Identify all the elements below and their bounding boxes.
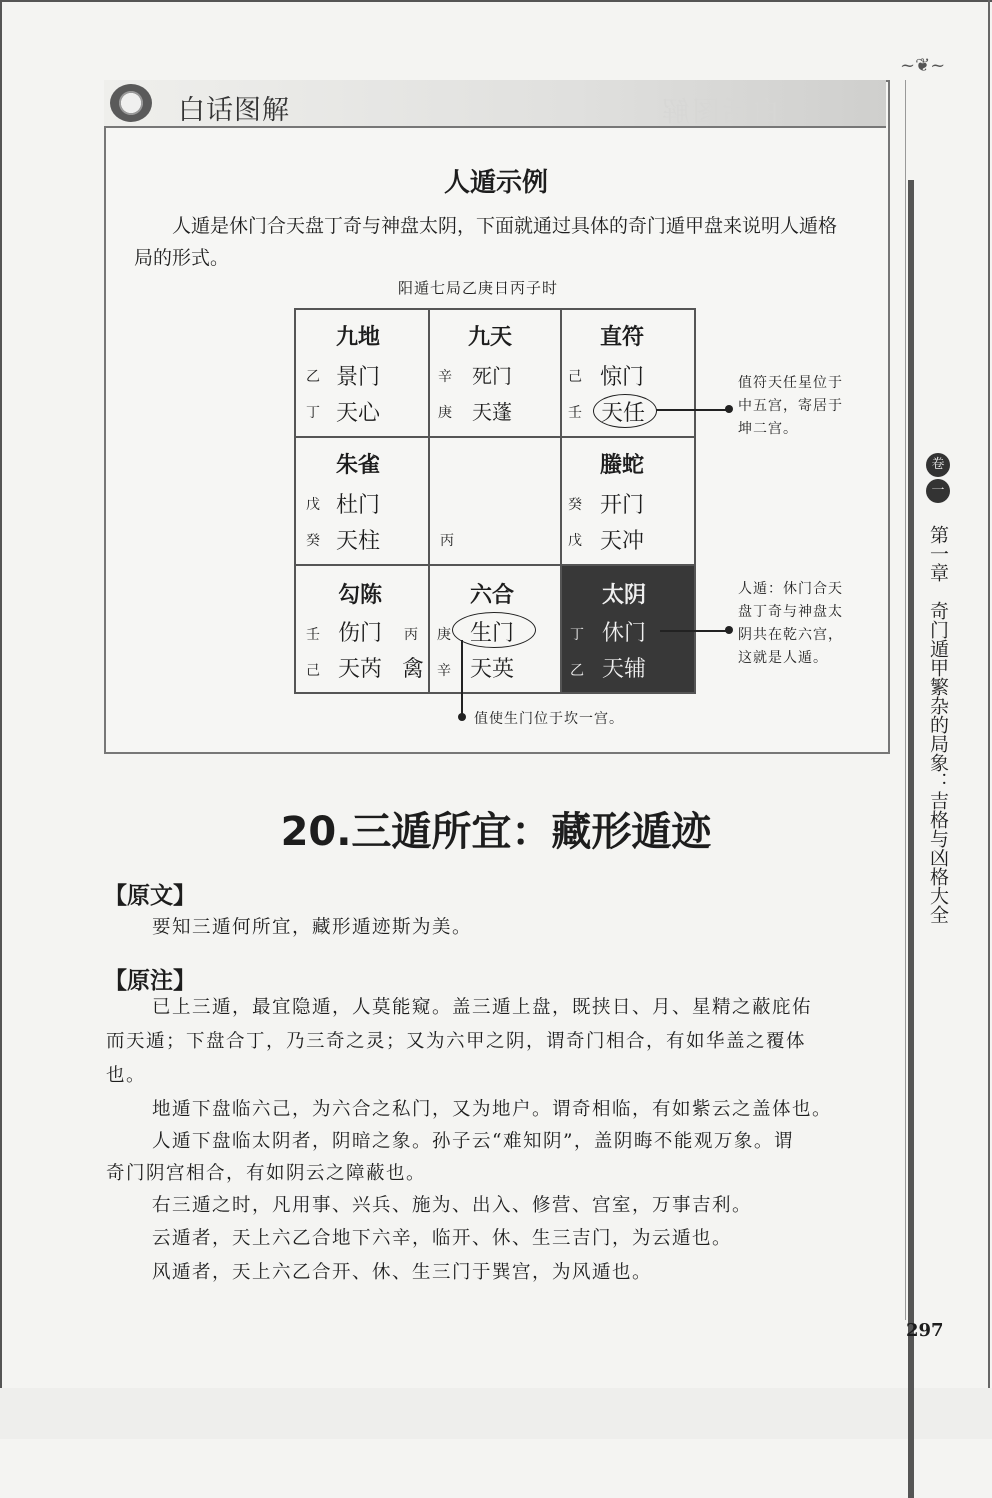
grid-line	[560, 308, 562, 694]
box-header-watermark: 白话图解	[660, 95, 781, 128]
original-text: 要知三遁何所宜，藏形遁迹斯为美。	[152, 917, 473, 938]
page-border	[0, 0, 992, 2]
cell-stem: 辛	[437, 663, 451, 679]
cell-stem: 丙	[440, 533, 454, 549]
section-title: 20.三遁所宜：藏形遁迹	[280, 809, 712, 855]
cell-stem: 己	[306, 663, 320, 679]
note-line: 中五宫，寄居于	[738, 398, 843, 414]
cell-star: 天任	[601, 401, 646, 426]
note-top	[738, 372, 843, 441]
grid-line	[294, 564, 694, 566]
note-line: 已上三遁，最宜隐遁，人莫能窥。盖三遁上盘，既挟日、月、星精之蔽庇佑	[152, 997, 813, 1018]
cell-stem: 辛	[438, 369, 452, 385]
note-line: 人遁：休门合天	[738, 581, 843, 597]
cell-door: 死门	[472, 364, 512, 388]
callout-dot-icon	[458, 713, 466, 721]
cell-door: 景门	[336, 365, 381, 390]
heading-notes: 【原注】	[104, 968, 196, 994]
heading-original: 【原文】	[104, 883, 196, 909]
callout-line	[656, 409, 728, 411]
note-line: 风遁者，天上六乙合开、休、生三门于巽宫，为风遁也。	[152, 1262, 653, 1283]
cell-door: 开门	[600, 493, 645, 518]
diagram-caption: 阳遁七局乙庚日丙子时	[398, 279, 559, 297]
cell-stem: 乙	[570, 663, 584, 679]
cell-god: 直符	[600, 325, 645, 350]
grid-line	[294, 436, 694, 438]
note-mid	[738, 578, 843, 670]
cell-star: 天英	[470, 657, 515, 682]
callout-line	[461, 640, 463, 716]
note-line: 而天遁；下盘合丁，乃三奇之灵；又为六甲之阴，谓奇门相合，有如华盖之覆体	[106, 1031, 807, 1052]
cell-door: 休门	[602, 621, 647, 646]
cell-stem: 丁	[306, 405, 320, 421]
logo-icon	[110, 84, 152, 122]
cell-stem: 壬	[306, 627, 320, 643]
cell-stem: 庚	[438, 405, 452, 421]
cell-stem: 癸	[306, 533, 320, 549]
note-line: 坤二宫。	[738, 421, 798, 437]
cell-star: 天辅	[602, 657, 647, 682]
note-line: 阴共在乾六宫，	[738, 627, 843, 643]
cell-stem: 戊	[568, 533, 582, 549]
cell-stem: 癸	[568, 497, 582, 513]
cell-god: 六合	[470, 583, 515, 608]
cell-star: 天柱	[336, 529, 381, 554]
cell-stem: 丙	[404, 627, 418, 643]
cell-stem: 壬	[568, 405, 582, 421]
cell-god: 螣蛇	[600, 453, 645, 478]
cell-stem: 丁	[570, 627, 584, 643]
note-line: 奇门阴宫相合，有如阴云之障蔽也。	[106, 1163, 427, 1184]
cell-god: 朱雀	[336, 453, 381, 478]
page-bottom	[0, 1388, 992, 1439]
cell-stem: 庚	[437, 627, 451, 643]
cell-god: 九地	[336, 325, 381, 350]
cell-star: 天芮	[338, 657, 383, 682]
cell-star: 天心	[336, 401, 381, 426]
page-border	[988, 0, 990, 1439]
volume-badge: 一	[926, 479, 950, 503]
cell-god: 勾陈	[338, 583, 383, 608]
note-line: 右三遁之时，凡用事、兴兵、施为、出入、修营、宫室，万事吉利。	[152, 1195, 753, 1216]
cell-star: 天冲	[600, 529, 645, 554]
note-line: 盘丁奇与神盘太	[738, 604, 843, 620]
ornament-icon: ~❦~	[900, 55, 946, 76]
cell-door: 惊门	[600, 365, 645, 390]
margin-rule	[905, 80, 906, 1320]
volume-badge: 卷	[926, 453, 950, 477]
note-line: 人遁下盘临太阴者，阴暗之象。孙子云“难知阴”，盖阴晦不能观万象。谓	[152, 1131, 794, 1152]
note-line: 这就是人遁。	[738, 650, 828, 666]
cell-stem: 戊	[306, 497, 320, 513]
grid-line	[428, 308, 430, 694]
note-bottom: 值使生门位于坎一宫。	[474, 711, 624, 727]
cell-door: 生门	[470, 621, 515, 646]
note-line: 云遁者，天上六乙合地下六辛，临开、休、生三吉门，为云遁也。	[152, 1228, 733, 1249]
page-border	[0, 0, 2, 1439]
callout-dot-icon	[725, 405, 733, 413]
callout-dot-icon	[725, 626, 733, 634]
note-line: 也。	[106, 1065, 147, 1086]
callout-line	[660, 630, 728, 632]
highlight-oval	[593, 394, 657, 428]
cell-door: 杜门	[336, 493, 381, 518]
note-line: 地遁下盘临六己，为六合之私门，又为地户。谓奇相临，有如紫云之盖体也。	[152, 1099, 833, 1120]
note-line: 值符天任星位于	[738, 375, 843, 391]
cell-god: 太阴	[602, 583, 647, 608]
page-number: 297	[906, 1320, 944, 1341]
box-title: 人遁示例	[443, 168, 548, 198]
cell-god: 九天	[468, 325, 513, 350]
cell-star: 天蓬	[472, 400, 512, 424]
cell-star-extra: 禽	[402, 657, 425, 682]
cell-door: 伤门	[338, 621, 383, 646]
chapter-title: 第一章 奇门遁甲繁杂的局象：吉格与凶格大全	[927, 525, 949, 924]
cell-stem: 乙	[306, 369, 320, 385]
box-header-title: 白话图解	[178, 95, 290, 126]
highlight-oval	[452, 612, 536, 648]
cell-stem: 己	[568, 369, 582, 385]
box-intro: 人遁是休门合天盘丁奇与神盘太阴，下面就通过具体的奇门遁甲盘来说明人遁格局的形式。	[134, 215, 838, 269]
